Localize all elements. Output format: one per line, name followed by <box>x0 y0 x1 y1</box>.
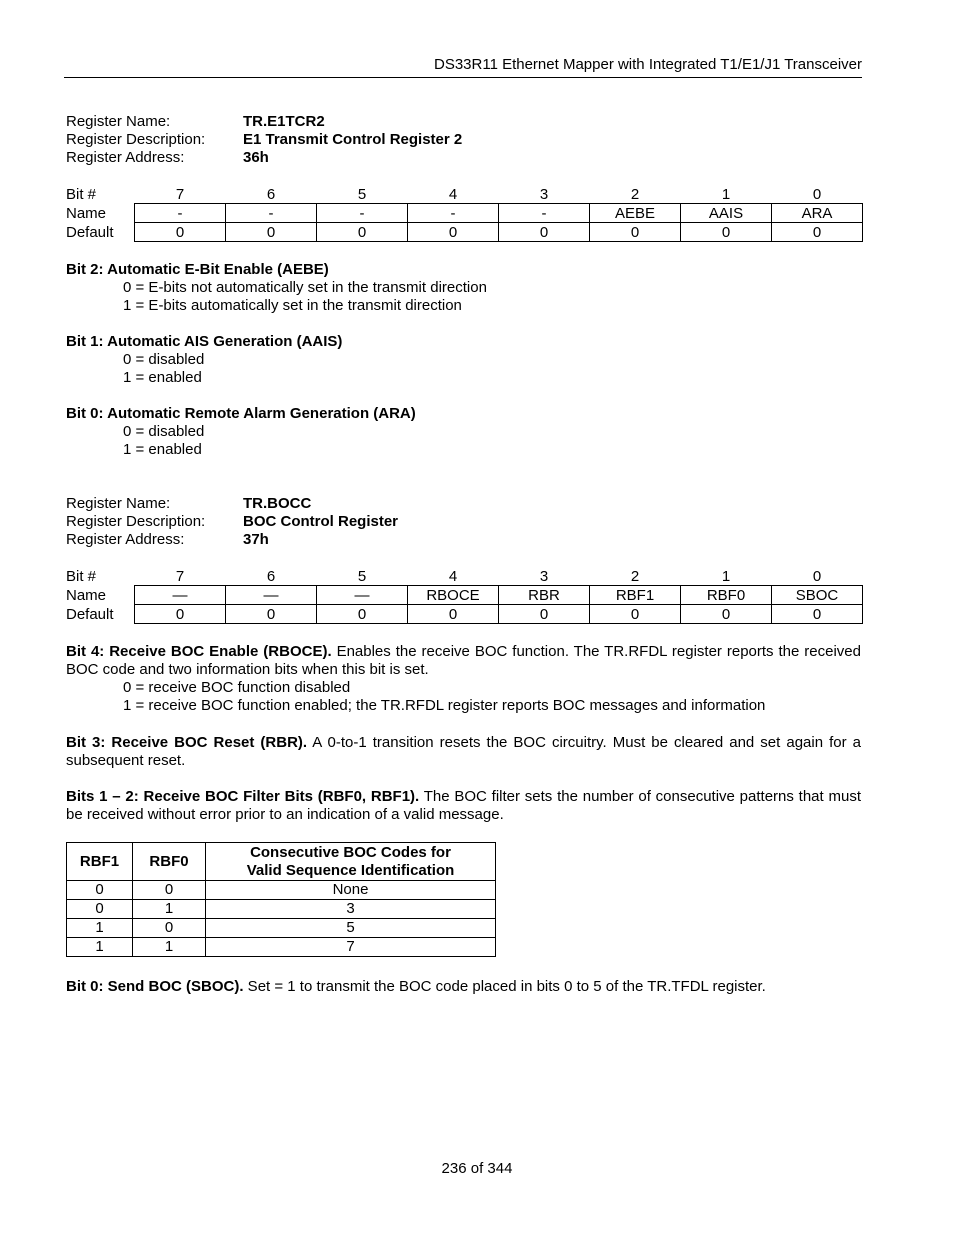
filter-table-header <box>67 843 496 881</box>
bit-number: 1 <box>721 185 731 203</box>
header-rule <box>64 77 862 78</box>
table-row <box>67 938 496 957</box>
table-cell: 1 <box>133 900 206 919</box>
register-address-value: 37h <box>243 531 269 548</box>
bit-name-cell: RBOCE <box>408 586 499 605</box>
bit-name-cell: ARA <box>772 204 863 223</box>
bit-name-cell: RBF1 <box>590 586 681 605</box>
bit-number: 0 <box>812 185 822 203</box>
page-number: 236 of 344 <box>441 1160 513 1177</box>
bit-default-label: Default <box>66 223 114 241</box>
bit-default-row <box>66 605 863 624</box>
col-header-rbf0: RBF0 <box>133 843 206 881</box>
bit-default-label: Default <box>66 605 114 623</box>
bit-number: 6 <box>266 185 276 203</box>
bit-value-line: 0 = receive BOC function disabled <box>123 679 351 696</box>
bit-number: 7 <box>175 185 185 203</box>
bit-name-cell: RBF0 <box>681 586 772 605</box>
bit-paragraph <box>66 643 861 679</box>
bit-description-aebe <box>66 261 861 315</box>
bit-value-line: 0 = E-bits not automatically set in the transmit direction <box>123 279 487 296</box>
bit-name-cell: - <box>135 204 226 223</box>
bit-name-cell: — <box>135 586 226 605</box>
register-description-value: E1 Transmit Control Register 2 <box>243 131 463 148</box>
boc-filter-table <box>66 842 496 957</box>
table-cell: 7 <box>206 938 496 957</box>
bit-name-cell: RBR <box>499 586 590 605</box>
bit-number-row <box>66 567 863 586</box>
bit-default-cell: 0 <box>499 223 590 242</box>
bit-default-cell: 0 <box>772 223 863 242</box>
bit-number: 2 <box>630 185 640 203</box>
bit-description-ara <box>66 405 861 459</box>
bit-default-cell: 0 <box>408 223 499 242</box>
bit-name-cell: - <box>499 204 590 223</box>
bit-heading: Bit 1: Automatic AIS Generation (AAIS) <box>66 333 343 350</box>
table-row <box>67 881 496 900</box>
bit-default-cell: 0 <box>772 605 863 624</box>
col-header-rbf1: RBF1 <box>67 843 133 881</box>
table-cell: 1 <box>67 919 133 938</box>
bit-name-cell: AAIS <box>681 204 772 223</box>
bit-heading: Bit 2: Automatic E-Bit Enable (AEBE) <box>66 261 329 278</box>
bit-value-line: 0 = disabled <box>123 351 205 368</box>
register-description-value: BOC Control Register <box>243 513 399 530</box>
table-cell: 0 <box>133 919 206 938</box>
bit-default-cell: 0 <box>226 605 317 624</box>
bit-name-cell: - <box>317 204 408 223</box>
table-cell: 1 <box>133 938 206 957</box>
bit-name-cell: - <box>226 204 317 223</box>
register-name-value: TR.E1TCR2 <box>243 113 325 130</box>
bit-text: The BOC filter sets the number of consecutive patterns that must be received without error prior to an indication of a valid message. <box>66 788 861 823</box>
bit-default-cell: 0 <box>499 605 590 624</box>
bit-default-cell: 0 <box>317 605 408 624</box>
bit-default-cell: 0 <box>317 223 408 242</box>
table-cell: None <box>206 881 496 900</box>
table-cell: 0 <box>67 881 133 900</box>
bit-number: 2 <box>630 567 640 585</box>
bit-description-rbf <box>66 788 861 824</box>
bit-value-line: 1 = enabled <box>123 369 202 386</box>
bit-text: A 0-to-1 transition resets the BOC circuitry. Must be cleared and set again for a subsequent reset. <box>66 734 861 769</box>
bit-name-row <box>66 586 863 605</box>
bit-name-cell: — <box>317 586 408 605</box>
table-cell: 5 <box>206 919 496 938</box>
register-name-label: Register Name: <box>66 113 171 130</box>
col-header-line: Consecutive BOC Codes for <box>250 843 451 861</box>
table-row <box>67 919 496 938</box>
register-description-label: Register Description: <box>66 131 206 148</box>
bit-table-e1tcr2 <box>66 185 863 242</box>
bit-number: 4 <box>448 567 458 585</box>
bit-text: Set = 1 to transmit the BOC code placed in bits 0 to 5 of the TR.TFDL register. <box>243 978 766 995</box>
register-name-value: TR.BOCC <box>243 495 312 512</box>
bit-value-line: 0 = disabled <box>123 423 205 440</box>
table-cell: 0 <box>67 900 133 919</box>
register-description-label: Register Description: <box>66 513 206 530</box>
bit-value-line: 1 = enabled <box>123 441 202 458</box>
bit-default-cell: 0 <box>135 605 226 624</box>
bit-value-line: 1 = receive BOC function enabled; the TR.RFDL register reports BOC messages and information <box>123 697 766 714</box>
bit-number-label: Bit # <box>66 567 97 585</box>
bit-name-cell: - <box>408 204 499 223</box>
bit-default-cell: 0 <box>590 223 681 242</box>
register-info-bocc <box>66 495 398 549</box>
bit-heading: Bit 0: Send BOC (SBOC). <box>66 978 244 995</box>
col-header-line: Valid Sequence Identification <box>246 861 455 879</box>
bit-name-cell: — <box>226 586 317 605</box>
bit-name-cell: SBOC <box>772 586 863 605</box>
bit-name-label: Name <box>66 586 107 604</box>
bit-default-cell: 0 <box>590 605 681 624</box>
bit-description-rbr <box>66 734 861 770</box>
register-address-label: Register Address: <box>66 531 185 548</box>
bit-number: 6 <box>266 567 276 585</box>
bit-number: 7 <box>175 567 185 585</box>
bit-name-label: Name <box>66 204 107 222</box>
register-info-e1tcr2 <box>66 113 462 167</box>
bit-value-line: 1 = E-bits automatically set in the transmit direction <box>123 297 462 314</box>
bit-number-label: Bit # <box>66 185 97 203</box>
bit-number: 0 <box>812 567 822 585</box>
bit-default-cell: 0 <box>135 223 226 242</box>
bit-default-cell: 0 <box>226 223 317 242</box>
bit-description-aais <box>66 333 861 387</box>
bit-name-row <box>66 204 863 223</box>
bit-heading: Bit 4: Receive BOC Enable (RBOCE). <box>66 643 332 660</box>
register-address-label: Register Address: <box>66 149 185 166</box>
bit-default-cell: 0 <box>408 605 499 624</box>
bit-number: 3 <box>539 185 549 203</box>
page-header: DS33R11 Ethernet Mapper with Integrated T1/E1/J1 Transceiver <box>433 56 862 73</box>
bit-default-cell: 0 <box>681 605 772 624</box>
bit-number: 5 <box>357 185 367 203</box>
table-row <box>67 900 496 919</box>
bit-default-cell: 0 <box>681 223 772 242</box>
table-cell: 1 <box>67 938 133 957</box>
bit-description-rboce <box>66 643 861 715</box>
bit-heading: Bit 0: Automatic Remote Alarm Generation (ARA) <box>66 405 416 422</box>
bit-heading: Bit 3: Receive BOC Reset (RBR). <box>66 734 308 751</box>
bit-heading: Bits 1 – 2: Receive BOC Filter Bits (RBF0, RBF1). <box>66 788 420 805</box>
bit-description-sboc <box>66 978 861 996</box>
bit-number: 1 <box>721 567 731 585</box>
bit-number-row <box>66 185 863 204</box>
bit-table-bocc <box>66 567 863 624</box>
table-cell: 3 <box>206 900 496 919</box>
col-header-consecutive-codes <box>206 843 496 881</box>
table-cell: 0 <box>133 881 206 900</box>
register-address-value: 36h <box>243 149 269 166</box>
bit-default-row <box>66 223 863 242</box>
bit-number: 4 <box>448 185 458 203</box>
bit-number: 5 <box>357 567 367 585</box>
bit-text: Enables the receive BOC function. The TR.RFDL register reports the received BOC code and two information bits when this bit is set. <box>66 643 861 678</box>
bit-name-cell: AEBE <box>590 204 681 223</box>
bit-number: 3 <box>539 567 549 585</box>
register-name-label: Register Name: <box>66 495 171 512</box>
